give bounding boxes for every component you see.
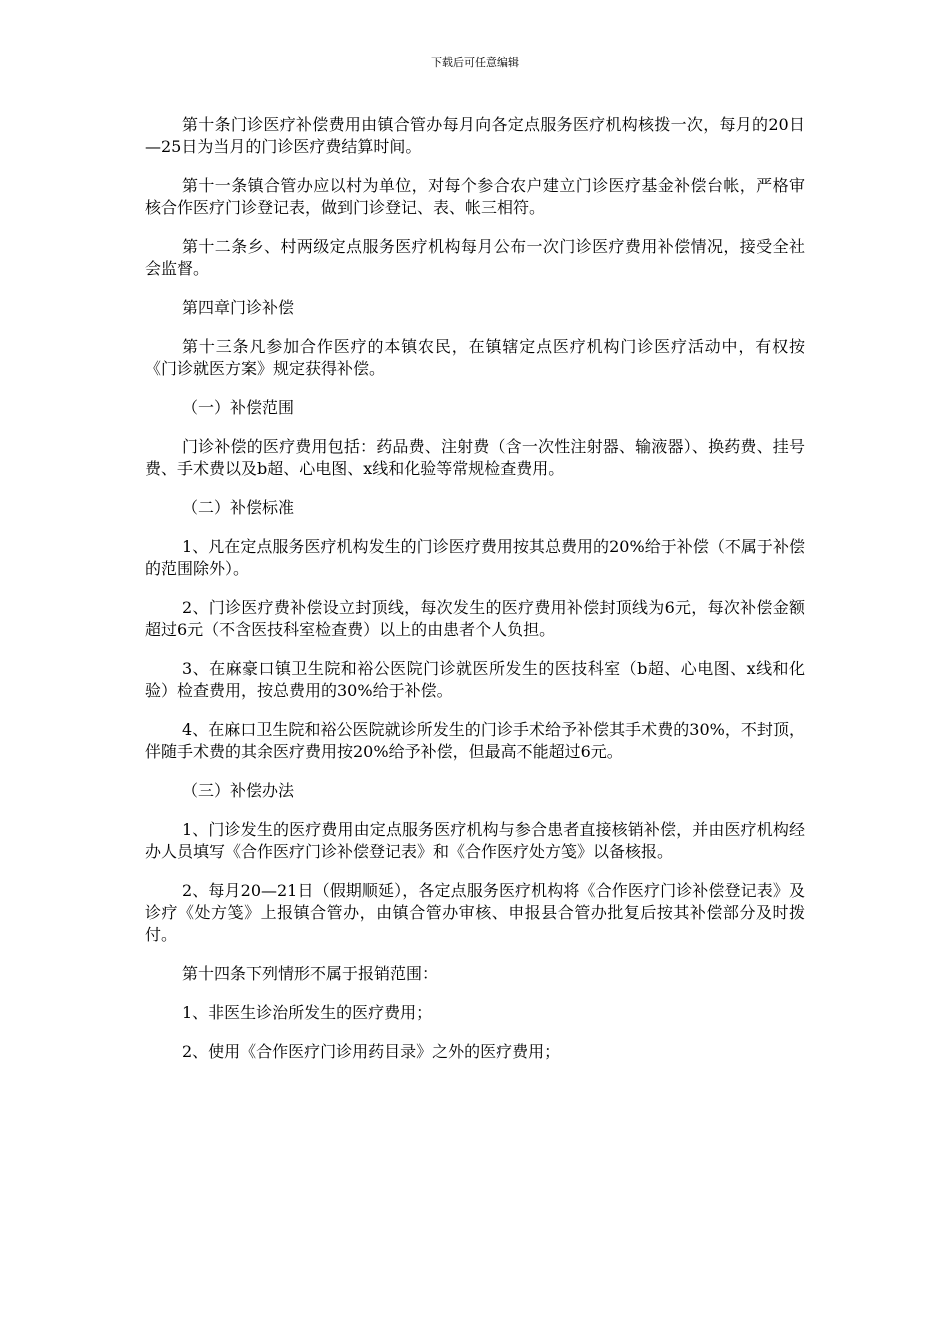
paragraph-article-14: 第十四条下列情形不属于报销范围： — [182, 964, 439, 983]
paragraph-article-11: 第十一条镇合管办应以村为单位，对每个参合农户建立门诊医疗基金补偿台帐，严格审核合作医疗门诊登记表，做到门诊登记、表、帐三相符。 — [145, 176, 805, 217]
paragraph-scope-detail: 门诊补偿的医疗费用包括：药品费、注射费（含一次性注射器、输液器）、换药费、挂号费、手术费以及b超、心电图、x线和化验等常规检查费用。 — [145, 437, 805, 478]
paragraph-article-10: 第十条门诊医疗补偿费用由镇合管办每月向各定点服务医疗机构核拨一次，每月的20日—25日为当月的门诊医疗费结算时间。 — [145, 115, 805, 156]
paragraph-standard-4: 4、在麻口卫生院和裕公医院就诊所发生的门诊手术给予补偿其手术费的30%，不封顶，伴随手术费的其余医疗费用按20%给予补偿，但最高不能超过6元。 — [145, 720, 805, 761]
paragraph-exclusion-1: 1、非医生诊治所发生的医疗费用； — [182, 1003, 433, 1022]
paragraph-standard-2: 2、门诊医疗费补偿设立封顶线，每次发生的医疗费用补偿封顶线为6元，每次补偿金额超过6元（不含医技科室检查费）以上的由患者个人负担。 — [145, 598, 805, 639]
paragraph-method-1: 1、门诊发生的医疗费用由定点服务医疗机构与参合患者直接核销补偿，并由医疗机构经办人员填写《合作医疗门诊补偿登记表》和《合作医疗处方笺》以备核报。 — [145, 820, 805, 861]
page-header: 下载后可任意编辑 — [431, 56, 519, 69]
section-heading-standard: （二）补偿标准 — [182, 498, 295, 517]
section-heading-scope: （一）补偿范围 — [182, 398, 295, 417]
paragraph-article-12: 第十二条乡、村两级定点服务医疗机构每月公布一次门诊医疗费用补偿情况，接受全社会监督。 — [145, 237, 805, 278]
paragraph-standard-3: 3、在麻豪口镇卫生院和裕公医院门诊就医所发生的医技科室（b超、心电图、x线和化验）检查费用，按总费用的30%给于补偿。 — [145, 659, 805, 700]
paragraph-method-2: 2、每月20—21日（假期顺延），各定点服务医疗机构将《合作医疗门诊补偿登记表》及诊疗《处方笺》上报镇合管办，由镇合管办审核、申报县合管办批复后按其补偿部分及时拨付。 — [145, 881, 805, 944]
paragraph-article-13: 第十三条凡参加合作医疗的本镇农民，在镇辖定点医疗机构门诊医疗活动中，有权按《门诊就医方案》规定获得补偿。 — [145, 337, 805, 378]
chapter-heading-4: 第四章门诊补偿 — [182, 298, 295, 317]
document-body — [145, 114, 805, 1080]
paragraph-exclusion-2: 2、使用《合作医疗门诊用药目录》之外的医疗费用； — [182, 1042, 561, 1061]
paragraph-standard-1: 1、凡在定点服务医疗机构发生的门诊医疗费用按其总费用的20%给于补偿（不属于补偿的范围除外）。 — [145, 537, 805, 578]
section-heading-method: （三）补偿办法 — [182, 781, 295, 800]
